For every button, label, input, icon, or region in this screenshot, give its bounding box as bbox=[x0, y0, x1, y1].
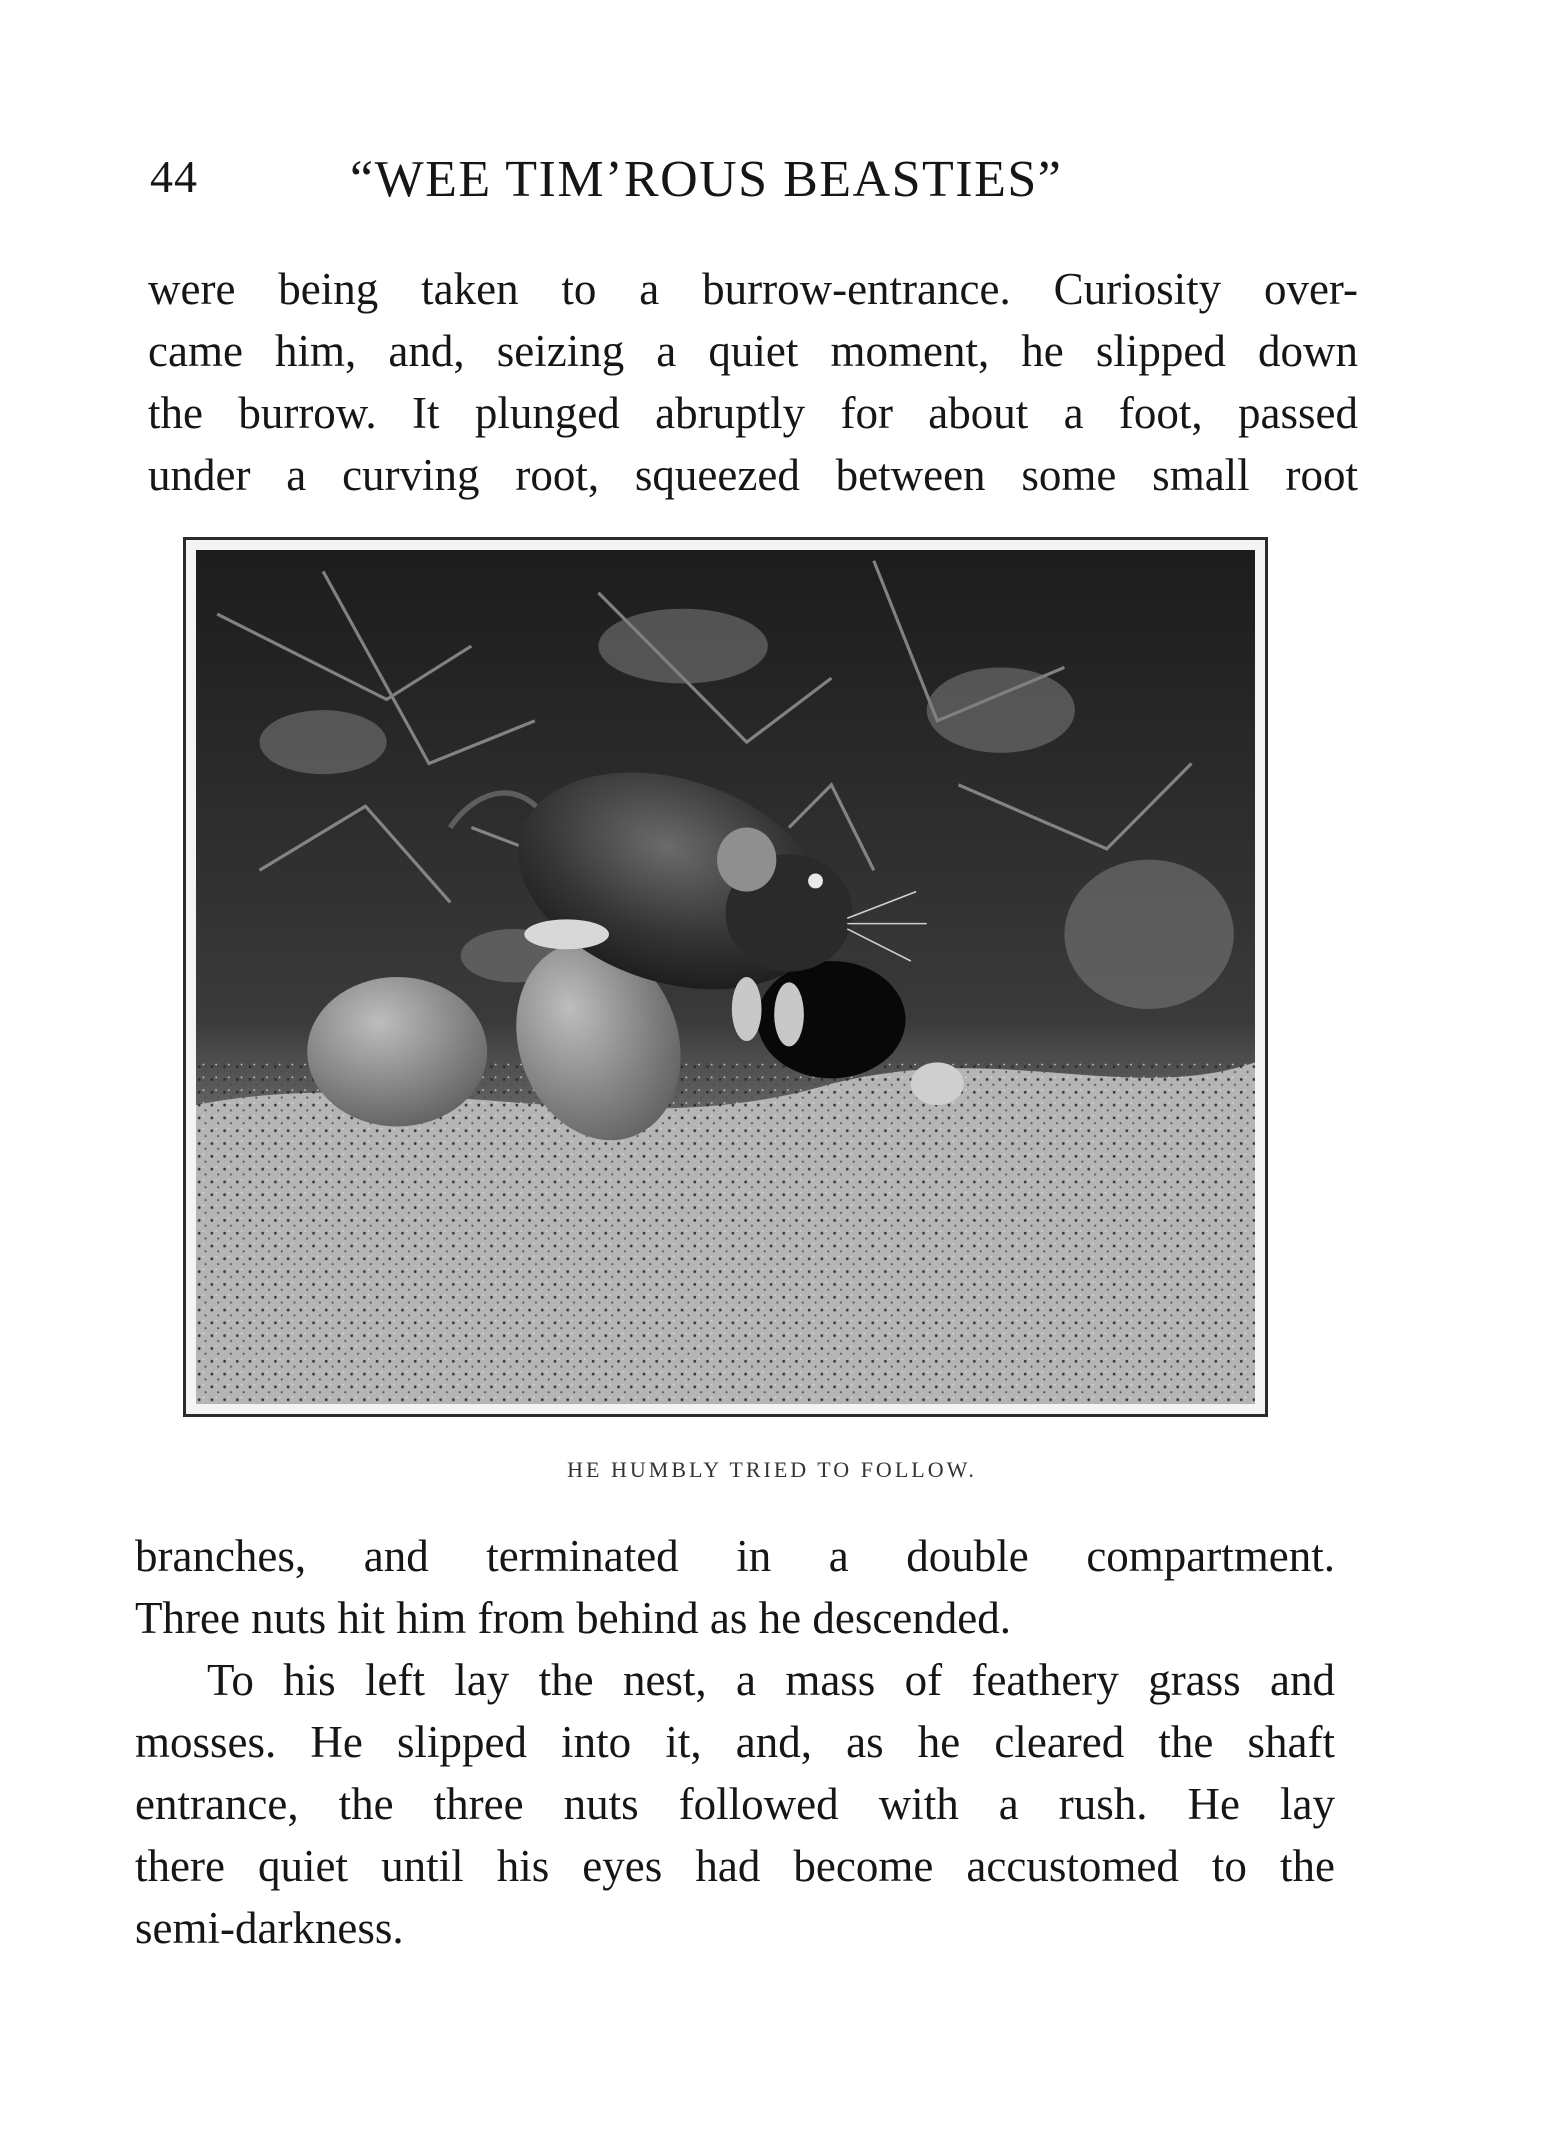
text-line: branches, and terminated in a double compartment. bbox=[135, 1531, 1335, 1581]
page-number: 44 bbox=[150, 151, 198, 202]
text-line: were being taken to a burrow-entrance. Curiosity over- bbox=[148, 264, 1358, 314]
mouse-photograph bbox=[196, 550, 1255, 1404]
text-line: To his left lay the nest, a mass of feathery grass and bbox=[207, 1655, 1335, 1705]
paragraph-top bbox=[148, 258, 1358, 506]
text-line: there quiet until his eyes had become accustomed to the bbox=[135, 1841, 1335, 1891]
text-line: came him, and, seizing a quiet moment, he slipped down bbox=[148, 326, 1358, 376]
text-line: the burrow. It plunged abruptly for about a foot, passed bbox=[148, 388, 1358, 438]
text-line: Three nuts hit him from behind as he descended. bbox=[135, 1593, 1012, 1643]
text-line: mosses. He slipped into it, and, as he cleared the shaft bbox=[135, 1717, 1335, 1767]
text-line: semi-darkness. bbox=[135, 1903, 404, 1953]
figure-caption: HE HUMBLY TRIED TO FOLLOW. bbox=[567, 1457, 977, 1482]
paragraph-bottom bbox=[135, 1525, 1335, 1959]
photograph-frame bbox=[183, 537, 1268, 1417]
text-line: under a curving root, squeezed between some small root bbox=[148, 450, 1358, 500]
text-line: entrance, the three nuts followed with a rush. He lay bbox=[135, 1779, 1335, 1829]
running-title: “WEE TIM’ROUS BEASTIES” bbox=[350, 151, 1063, 208]
